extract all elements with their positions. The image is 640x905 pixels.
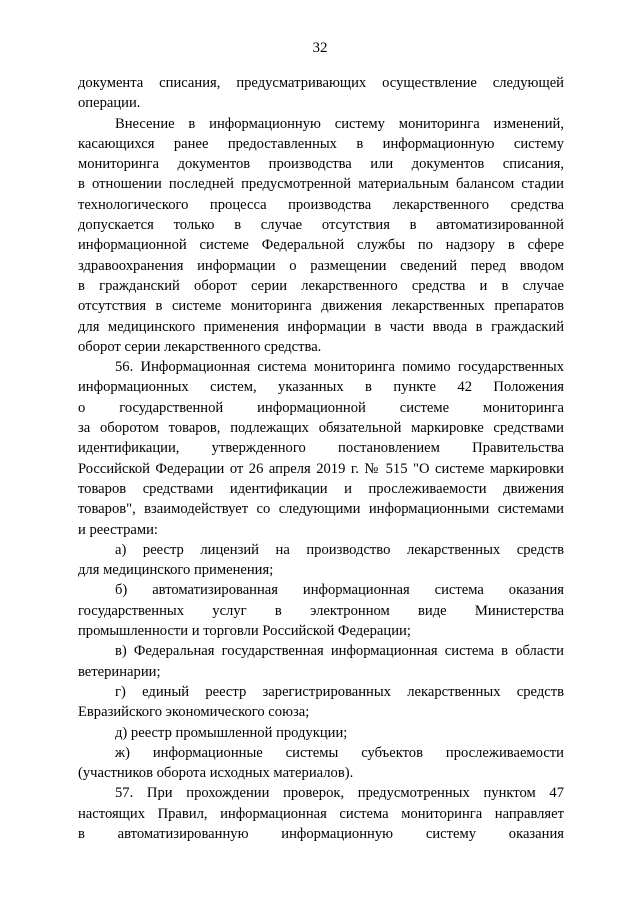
text-line: технологического процесса производства лекарственного средства — [78, 196, 564, 213]
text-line: для медицинского применения информации в части ввода в граждаский — [78, 318, 564, 335]
text-line: товаров средствами идентификации и прослеживаемости движения — [78, 480, 564, 497]
paragraph — [78, 743, 564, 784]
text-line: ж) информационные системы субъектов прослеживаемости — [115, 744, 564, 761]
text-line: в автоматизированную информационную систему оказания — [78, 825, 564, 842]
text-line: допускается только в случае отсутствия в автоматизированной — [78, 217, 564, 234]
text-line: информационных систем, указанных в пункте 42 Положения — [78, 379, 564, 396]
text-line: мониторинга документов производства или документов списания, — [78, 156, 564, 173]
text-line: ветеринарии; — [78, 663, 161, 680]
text-line: в отношении последней предусмотренной материальным балансом стадии — [78, 176, 564, 193]
paragraph — [78, 682, 564, 723]
paragraph — [78, 73, 564, 114]
text-line: Евразийского экономического союза; — [78, 704, 310, 721]
paragraph — [78, 357, 564, 540]
text-line: государственных услуг в электронном виде Министерства — [78, 602, 564, 619]
text-line: идентификации, утвержденного постановлением Правительства — [78, 440, 564, 457]
text-line: Внесение в информационную систему мониторинга изменений, — [115, 115, 564, 132]
paragraph — [78, 641, 564, 682]
paragraph — [78, 540, 564, 581]
text-line: документа списания, предусматривающих осуществление следующей — [78, 75, 564, 91]
text-line: 56. Информационная система мониторинга помимо государственных — [115, 359, 564, 376]
paragraph — [78, 114, 564, 358]
text-line: д) реестр промышленной продукции; — [115, 724, 348, 741]
text-line: информационной системе Федеральной службы по надзору в сфере — [78, 237, 564, 254]
document-body — [78, 73, 564, 844]
text-line: Российской Федерации от 26 апреля 2019 г. № 515 "О системе маркировки — [78, 460, 564, 477]
paragraph — [78, 723, 564, 743]
text-line: касающихся ранее предоставленных в информационную систему — [78, 135, 564, 152]
text-line: в гражданский оборот серии лекарственного средства и в случае — [78, 277, 564, 294]
text-line: настоящих Правил, информационная система мониторинга направляет — [78, 805, 564, 822]
text-line: г) единый реестр зарегистрированных лекарственных средств — [115, 683, 564, 700]
text-line: здравоохранения информации о размещении сведений перед вводом — [78, 257, 564, 274]
text-line: товаров", взаимодействует со следующими информационными системами — [78, 501, 564, 518]
paragraph — [78, 580, 564, 641]
text-line: в) Федеральная государственная информационная система в области — [115, 643, 564, 660]
page-number: 32 — [312, 40, 328, 56]
text-line: промышленности и торговли Российской Федерации; — [78, 623, 411, 640]
text-line: о государственной информационной системе мониторинга — [78, 399, 564, 416]
text-line: б) автоматизированная информационная система оказания — [115, 582, 564, 599]
text-line: 57. При прохождении проверок, предусмотренных пунктом 47 — [115, 785, 564, 802]
text-line: для медицинского применения; — [78, 562, 274, 579]
text-line: отсутствия в системе мониторинга движения лекарственных препаратов — [78, 298, 564, 315]
text-line: оборот серии лекарственного средства. — [78, 338, 322, 355]
text-line: (участников оборота исходных материалов). — [78, 765, 354, 782]
text-line: и реестрами: — [78, 521, 158, 538]
paragraph — [78, 783, 564, 844]
text-line: за оборотом товаров, подлежащих обязательной маркировке средствами — [78, 420, 564, 437]
text-line: а) реестр лицензий на производство лекарственных средств — [115, 541, 564, 558]
text-line: операции. — [78, 95, 141, 112]
